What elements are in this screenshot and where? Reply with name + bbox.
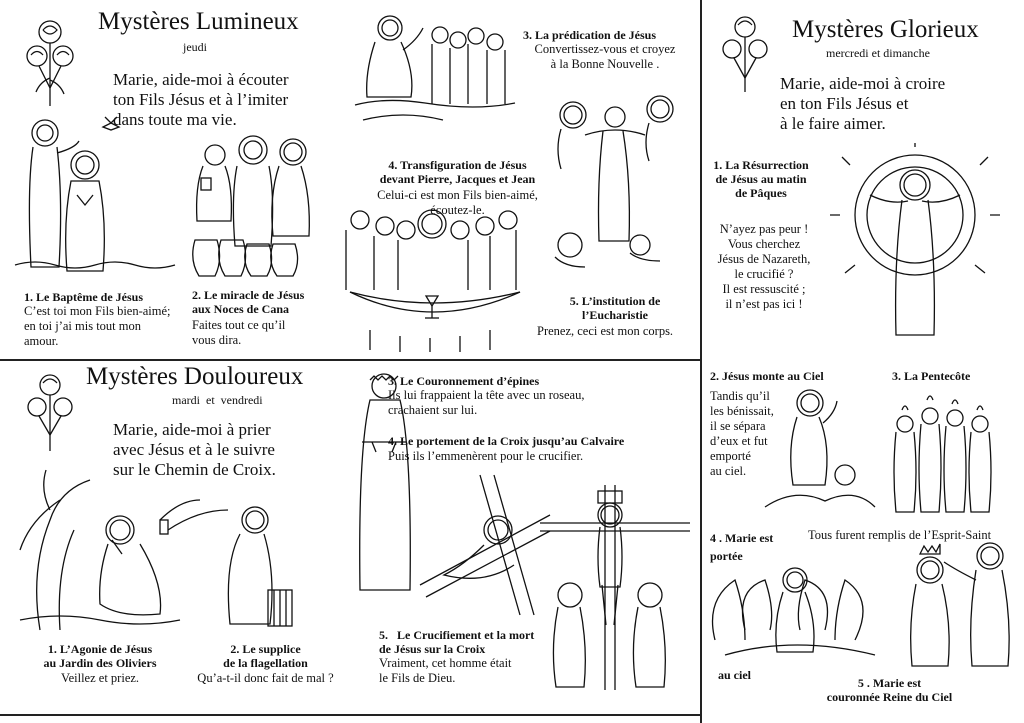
- glorieux-m1-title: 1. La Résurrection de Jésus au matin de Pâques: [713, 158, 809, 200]
- cana-illustration: [185, 140, 320, 280]
- lumineux-m1-title: 1. Le Baptême de Jésus: [24, 290, 143, 304]
- douloureux-m5-title: 5. Le Crucifiement et la mort de Jésus sur la Croix: [379, 628, 535, 656]
- glorieux-m3-title: 3. La Pentecôte: [892, 369, 971, 383]
- lumineux-m2-title: 2. Le miracle de Jésus aux Noces de Cana: [192, 288, 305, 316]
- lumineux-m4-title: 4. Transfiguration de Jésus devant Pierre, Jacques et Jean: [379, 158, 536, 186]
- lumineux-days: jeudi: [183, 40, 207, 54]
- glorieux-m5-title: 5 . Marie est couronnée Reine du Ciel: [826, 676, 953, 704]
- lumineux-m5-title: 5. L’institution de l’Eucharistie: [569, 294, 661, 322]
- douloureux-m5-text: Vraiment, cet homme était le Fils de Dieu.: [379, 656, 512, 685]
- douloureux-m4-text: Puis ils l’emmenèrent pour le crucifier.: [388, 449, 584, 463]
- resurrection-illustration: [830, 145, 1000, 340]
- crucifixion-illustration: [540, 485, 690, 690]
- bottom-divider: [0, 714, 700, 716]
- lumineux-prayer: Marie, aide-moi à écouter ton Fils Jésus et à l’imiter dans toute ma vie.: [113, 70, 289, 129]
- lumineux-m3-title: 3. La prédication de Jésus: [523, 28, 657, 42]
- douloureux-m2-text: Qu’a-t-il donc fait de mal ?: [197, 671, 334, 685]
- rose-icon-douloureux: [25, 373, 75, 453]
- douloureux-title: Mystères Douloureux: [86, 363, 304, 390]
- douloureux-prayer: Marie, aide-moi à prier avec Jésus et à le suivre sur le Chemin de Croix.: [113, 420, 276, 479]
- glorieux-m3-text: Tous furent remplis de l’Esprit-Saint: [808, 528, 992, 542]
- agony-illustration: [20, 470, 180, 635]
- eucharist-illustration: [340, 200, 525, 352]
- douloureux-days: mardi et vendredi: [172, 393, 263, 407]
- glorieux-title: Mystères Glorieux: [792, 16, 979, 43]
- baptism-illustration: [15, 115, 175, 280]
- preaching-illustration: [355, 10, 515, 125]
- rose-icon: [25, 18, 75, 108]
- ascension-illustration: [765, 385, 875, 515]
- lumineux-m5-text: Prenez, ceci est mon corps.: [537, 324, 674, 338]
- horizontal-divider-left: [0, 359, 700, 361]
- glorieux-m2-title: 2. Jésus monte au Ciel: [710, 369, 824, 383]
- lumineux-m2-text: Faites tout ce qu’il vous dira.: [192, 318, 286, 347]
- glorieux-m1-text: N’ayez pas peur ! Vous cherchez Jésus de Nazareth, le crucifié ? Il est ressuscité ; il n’est pas ici !: [717, 222, 811, 311]
- cross-carrying-illustration: [420, 475, 550, 615]
- lumineux-m4-text: Celui-ci est mon Fils bien-aimé, écoutez-le.: [377, 188, 538, 217]
- lumineux-m3-text: Convertissez-vous et croyez à la Bonne Nouvelle .: [534, 42, 676, 71]
- assumption-illustration: [705, 560, 880, 665]
- douloureux-m1-text: Veillez et priez.: [60, 671, 140, 685]
- douloureux-m1-title: 1. L’Agonie de Jésus au Jardin des Oliviers: [43, 642, 157, 670]
- glorieux-days: mercredi et dimanche: [826, 46, 930, 60]
- douloureux-m3-title: 3. Le Couronnement d’épines: [388, 374, 540, 388]
- rose-icon-glorieux: [720, 14, 770, 94]
- glorieux-prayer: Marie, aide-moi à croire en ton Fils Jésus et à le faire aimer.: [780, 74, 946, 133]
- transfiguration-illustration: [545, 95, 695, 275]
- vertical-divider: [700, 0, 702, 723]
- lumineux-m1-text: C’est toi mon Fils bien-aimé; en toi j’ai mis tout mon amour.: [24, 304, 171, 348]
- douloureux-m3-text: Ils lui frappaient la tête avec un roseau, crachaient sur lui.: [388, 388, 585, 417]
- lumineux-title: Mystères Lumineux: [98, 8, 299, 35]
- douloureux-m2-title: 2. Le supplice de la flagellation: [223, 642, 308, 670]
- flagellation-illustration: [160, 490, 310, 630]
- glorieux-m4-title-end: au ciel: [718, 668, 751, 682]
- pentecost-illustration: [882, 390, 1002, 520]
- glorieux-m4-title: 4 . Marie est portée: [710, 531, 774, 563]
- glorieux-m2-text: Tandis qu’il les bénissait, il se sépara d’eux et fut emporté au ciel.: [710, 389, 774, 478]
- douloureux-m4-title: 4. Le portement de la Croix jusqu’au Calvaire: [388, 434, 625, 448]
- coronation-illustration: [900, 540, 1020, 670]
